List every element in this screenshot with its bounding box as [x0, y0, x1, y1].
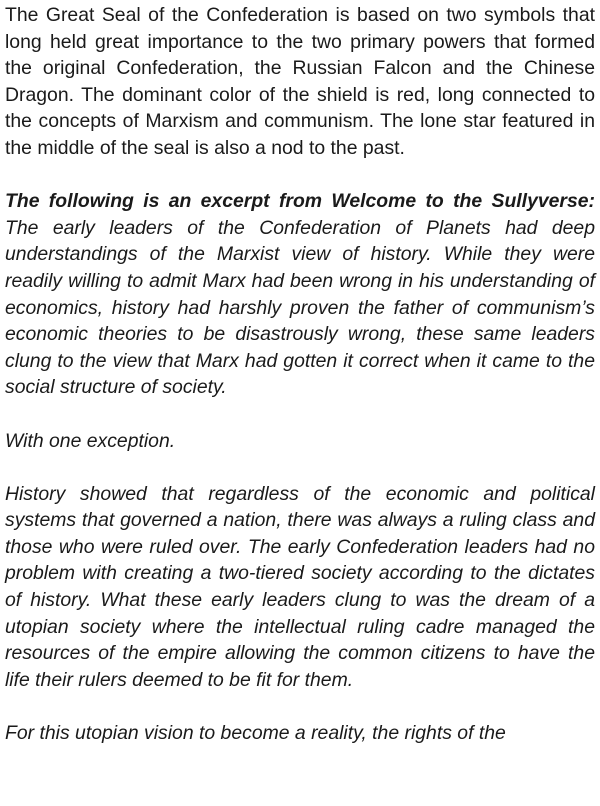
paragraph-one-exception: [5, 428, 595, 455]
document-page: [5, 2, 595, 773]
paragraph-utopian-vision: [5, 720, 595, 747]
paragraph-great-seal: [5, 2, 595, 162]
paragraph-excerpt: [5, 188, 595, 401]
paragraph-text: The early leaders of the Confederation of Planets had deep understandings of the Marxist view of history. While they were readily willing to admit Marx had been wrong in his understanding of economics, history had harshly proven the father of communism’s economic theories to be disastrously wrong, these same leaders clung to the view that Marx had gotten it correct when it came to the social structure of society.: [5, 216, 595, 399]
paragraph-text: The Great Seal of the Confederation is based on two symbols that long held great importance to the two primary powers that formed the original Confederation, the Russian Falcon and the Chinese Dragon. The dominant color of the shield is red, long connected to the concepts of Marxism and communism. The lone star featured in the middle of the seal is also a nod to the past.: [5, 4, 595, 159]
paragraph-text: With one exception.: [5, 429, 176, 452]
paragraph-history: [5, 481, 595, 694]
excerpt-lead-heading: The following is an excerpt from Welcome to the Sullyverse:: [5, 190, 595, 213]
paragraph-text: History showed that regardless of the economic and political systems that governed a nation, there was always a ruling class and those who were ruled over. The early Confederation leaders had no problem with creating a two-tiered society according to the dictates of history. What these early leaders clung to was the dream of a utopian society where the intellectual ruling cadre managed the resources of the empire allowing the common citizens to have the life their rulers deemed to be fit for them.: [5, 482, 595, 691]
paragraph-text: For this utopian vision to become a reality, the rights of the: [5, 722, 506, 745]
